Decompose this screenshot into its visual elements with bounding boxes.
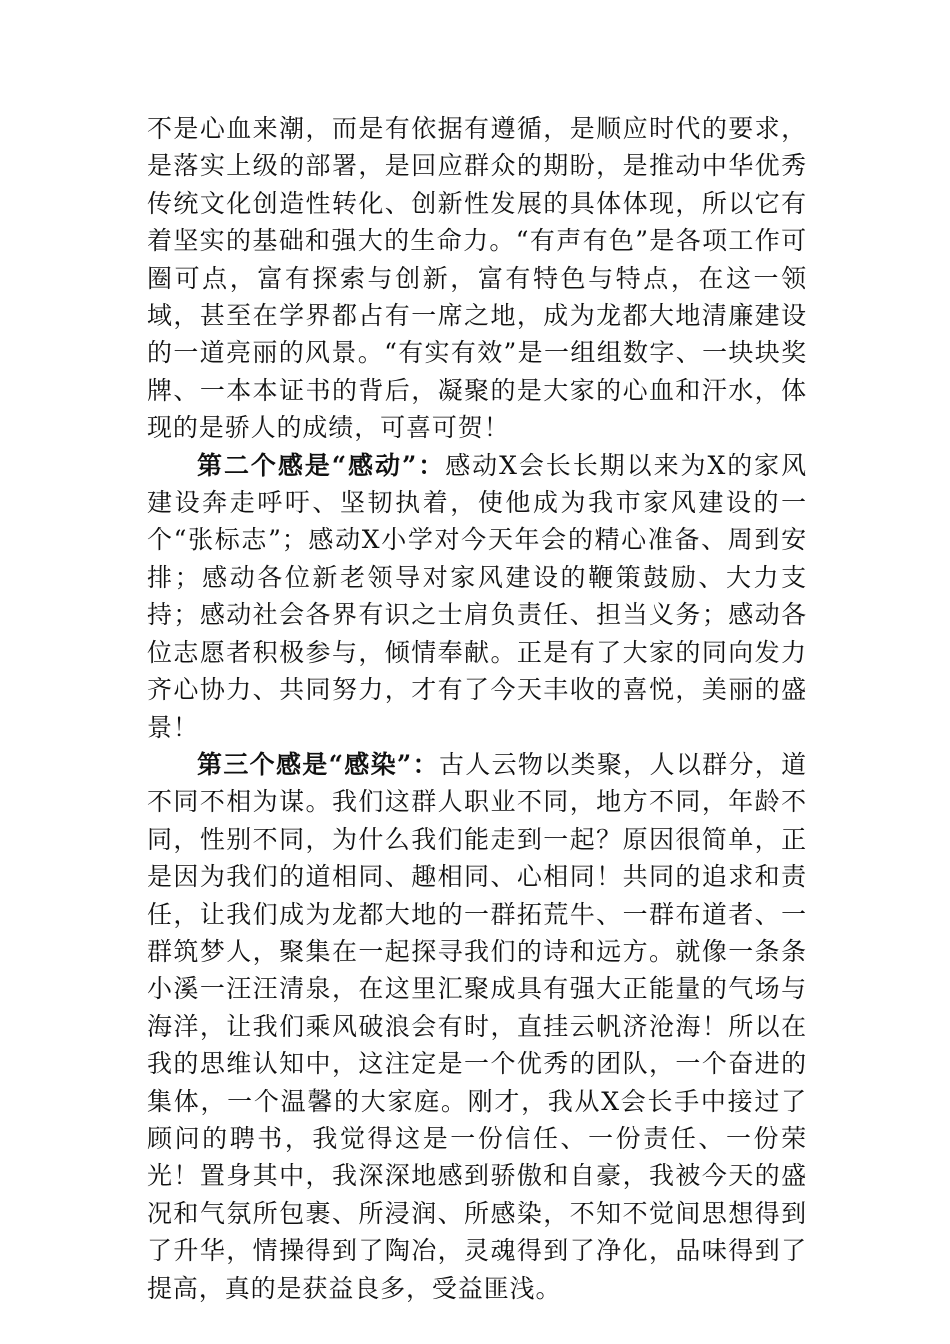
paragraph-2 — [147, 447, 807, 746]
paragraph-1 — [147, 110, 807, 447]
paragraph-3 — [147, 746, 807, 1307]
paragraph-text: 不是心血来潮，而是有依据有遵循，是顺应时代的要求，是落实上级的部署，是回应群众的期盼，是推动中华优秀传统文化创造性转化、创新性发展的具体体现，所以它有着坚实的基础和强大的生命力。“有声有色”是各项工作可圈可点，富有探索与创新，富有特色与特点，在这一领域，甚至在学界都占有一席之地，成为龙都大地清廉建设的一道亮丽的风景。“有实有效”是一组组数字、一块块奖牌、一本本证书的背后，凝聚的是大家的心血和汗水，体现的是骄人的成绩，可喜可贺！ — [147, 114, 807, 443]
paragraph-text: 古人云物以类聚，人以群分，道不同不相为谋。我们这群人职业不同，地方不同，年龄不同，性别不同，为什么我们能走到一起？原因很简单，正是因为我们的道相同、趣相同、心相同！共同的追求和责任，让我们成为龙都大地的一群拓荒牛、一群布道者、一群筑梦人，聚集在一起探寻我们的诗和远方。就像一条条小溪一汪汪清泉，在这里汇聚成具有强大正能量的气场与海洋，让我们乘风破浪会有时，直挂云帆济沧海！所以在我的思维认知中，这注定是一个优秀的团队，一个奋进的集体，一个温馨的大家庭。刚才，我从X会长手中接过了顾问的聘书，我觉得这是一份信任、一份责任、一份荣光！置身其中，我深深地感到骄傲和自豪，我被今天的盛况和气氛所包裹、所浸润、所感染，不知不觉间思想得到了升华，情操得到了陶冶，灵魂得到了净化，品味得到了提高，真的是获益良多，受益匪浅。 — [147, 749, 807, 1303]
paragraph-heading: 第二个感是“感动”： — [197, 450, 446, 480]
paragraph-heading: 第三个感是“感染”： — [197, 749, 439, 779]
paragraph-text: 感动X会长长期以来为X的家风建设奔走呼吁、坚韧执着，使他成为我市家风建设的一个“张标志”；感动X小学对今天年会的精心准备、周到安排；感动各位新老领导对家风建设的鞭策鼓励、大力支持；感动社会各界有识之士肩负责任、担当义务；感动各位志愿者积极参与，倾情奉献。正是有了大家的同向发力齐心协力、共同努力，才有了今天丰收的喜悦，美丽的盛景！ — [147, 450, 807, 742]
document-body — [147, 110, 807, 1307]
